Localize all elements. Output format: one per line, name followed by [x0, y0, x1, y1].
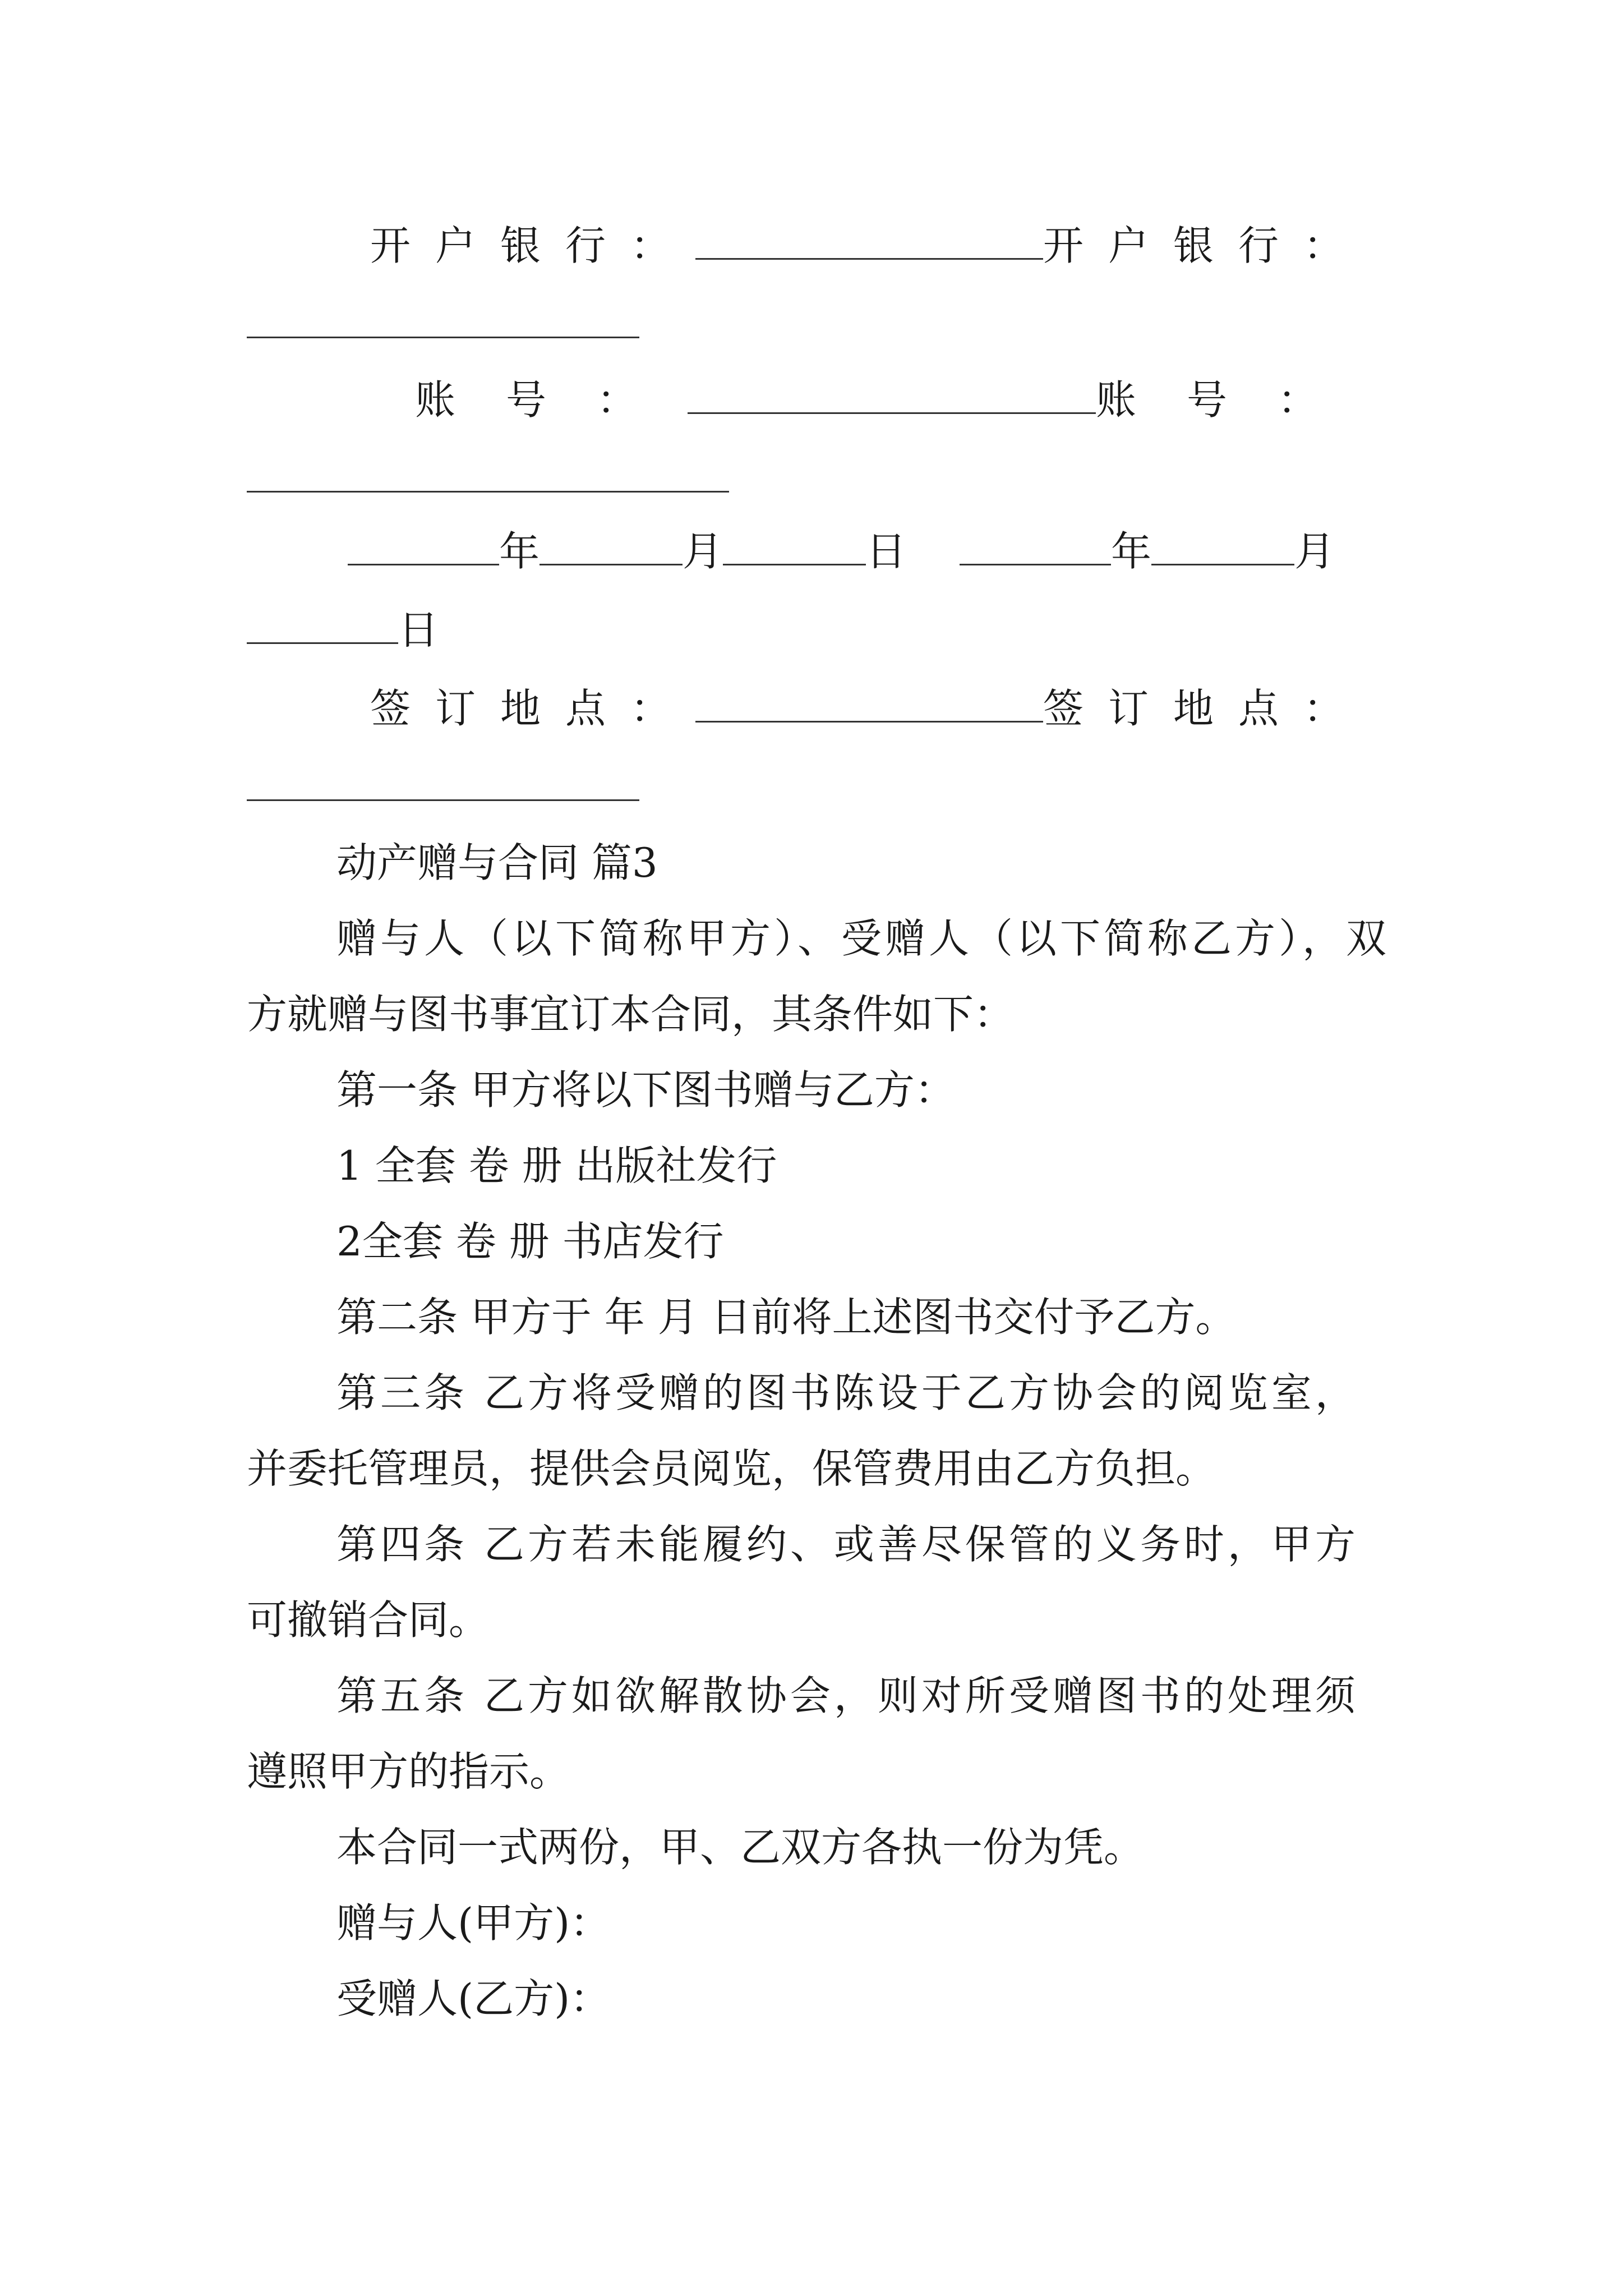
account-field-party-a[interactable] — [688, 373, 1096, 414]
book-item-1: 1 全套 卷 册 出版社发行 — [336, 1142, 777, 1189]
place-field-party-a[interactable] — [695, 682, 1043, 723]
date-year-label-b: 年 — [1111, 528, 1152, 575]
date-month-field-a[interactable] — [540, 524, 683, 565]
article-2: 第二条 甲方于 年 月 日前将上述图书交付予乙方。 — [336, 1294, 1236, 1341]
bank-row — [370, 219, 1368, 273]
place-field-party-b[interactable] — [247, 799, 639, 801]
article-3-line-2: 并委托管理员，提供会员阅览，保管费用由乙方负担。 — [247, 1445, 1216, 1492]
bank-field-party-b[interactable] — [247, 337, 639, 338]
date-day-label-a: 日 — [866, 528, 907, 575]
article-5-line-1: 第五条 乙方如欲解散协会，则对所受赠图书的处理须 — [336, 1672, 1359, 1719]
intro-text-1: 赠与人（以下简称甲方）、受赠人（以下简称乙方），双 — [336, 915, 1390, 962]
bank-field-party-a[interactable] — [695, 219, 1043, 260]
section-title: 动产赠与合同 篇3 — [336, 839, 658, 886]
place-label-party-b: 签订地点： — [1043, 685, 1368, 732]
article-5-line-2: 遵照甲方的指示。 — [247, 1748, 570, 1795]
date-year-field-b[interactable] — [960, 524, 1111, 565]
copies-clause: 本合同一式两份，甲、乙双方各执一份为凭。 — [336, 1824, 1145, 1871]
bank-label-party-b: 开户银行： — [1043, 222, 1368, 269]
account-label-party-a: 账号： — [415, 376, 688, 424]
intro-line-1 — [336, 912, 1391, 965]
account-field-party-b[interactable] — [247, 491, 729, 493]
donor-signature-label: 赠与人(甲方)： — [336, 1899, 611, 1947]
date-month-label-a: 月 — [683, 528, 723, 575]
account-row — [415, 373, 1368, 427]
intro-line-2: 方就赠与图书事宜订本合同，其条件如下： — [247, 991, 1015, 1038]
donee-signature-label: 受赠人(乙方)： — [336, 1975, 611, 2022]
article-1: 第一条 甲方将以下图书赠与乙方： — [336, 1066, 955, 1114]
book-item-2: 2全套 卷 册 书店发行 — [336, 1218, 724, 1265]
article-3-line-1: 第三条 乙方将受赠的图书陈设于乙方协会的阅览室， — [336, 1369, 1359, 1416]
date-month-field-b[interactable] — [1151, 524, 1294, 565]
article-4-line-2: 可撤销合同。 — [247, 1596, 490, 1644]
date-row-cont — [247, 603, 439, 657]
date-year-field-a[interactable] — [348, 524, 499, 565]
date-day-label-b: 日 — [398, 606, 439, 654]
date-month-label-b: 月 — [1294, 528, 1335, 575]
account-label-party-b: 账号： — [1095, 376, 1368, 424]
bank-label-party-a: 开户银行： — [370, 222, 696, 269]
article-4-line-1: 第四条 乙方若未能履约、或善尽保管的义务时，甲方 — [336, 1521, 1359, 1568]
place-label-party-a: 签订地点： — [370, 685, 696, 732]
place-row — [370, 682, 1368, 735]
date-day-field-a[interactable] — [723, 524, 866, 565]
date-year-label-a: 年 — [499, 528, 540, 575]
date-day-field-b[interactable] — [247, 603, 398, 644]
date-row — [348, 524, 1335, 578]
